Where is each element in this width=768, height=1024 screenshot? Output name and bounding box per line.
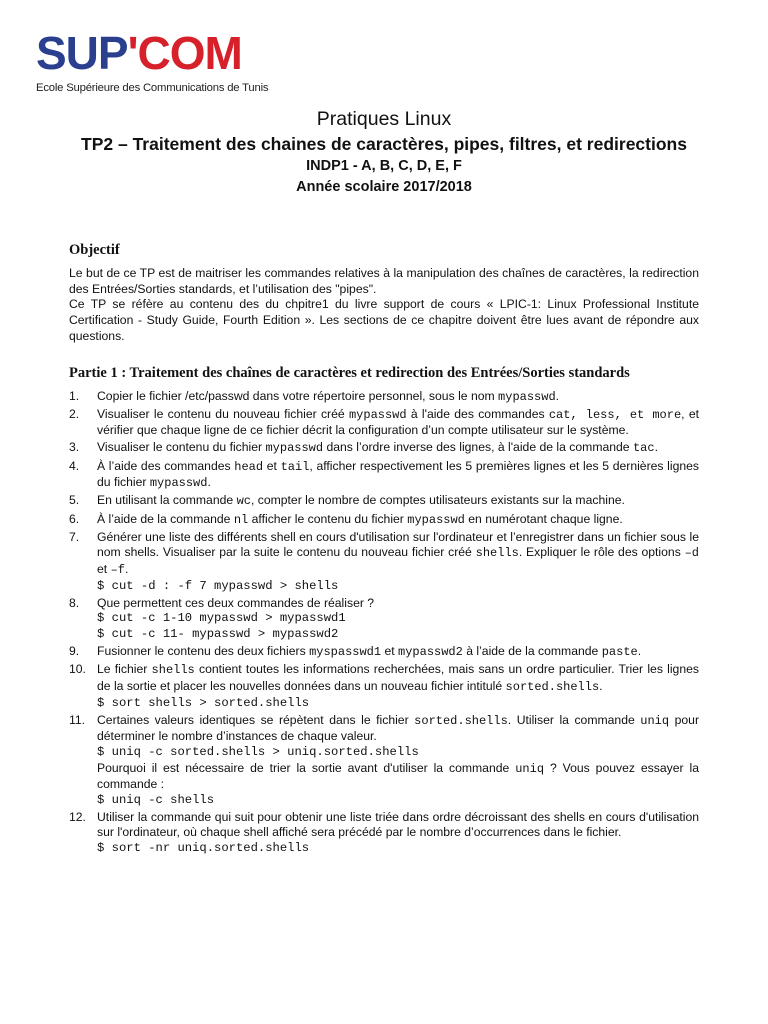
task-item-12: 12. Utiliser la commande qui suit pour obtenir une liste triée dans ordre décroissant des shells en cours d'utilisation sur l'ordinateur, où chaque shell affiché sera précédé par le nombre d’occurrences dans le fichier. $ sort -nr uniq.sorted.shells — [69, 809, 699, 856]
task-list — [69, 389, 699, 857]
document-subtitle: TP2 – Traitement des chaines de caractères, pipes, filtres, et redirections — [81, 134, 687, 154]
task-item-1: 1. Copier le fichier /etc/passwd dans votre répertoire personnel, sous le nom mypasswd. — [69, 388, 560, 404]
document-body — [69, 240, 699, 858]
task-item-11: 11. Certaines valeurs identiques se répètent dans le fichier sorted.shells. Utiliser la commande uniq pour déterminer le nombre d’instances de chaque valeur. $ uniq -c sorted.shells > uniq.sorted.shells Pourquoi il est nécessaire de trier la sortie avant d'utiliser la commande uniq ? Vous pouvez essayer la commande : $ uniq -c shells — [69, 712, 700, 807]
logo-com: COM — [137, 27, 242, 79]
task-item-4: 4. À l’aide des commandes head et tail, afficher respectivement les 5 premières lignes et les 5 dernières lignes du fichier mypasswd. — [69, 458, 700, 491]
objectif-paragraph-2: Ce TP se réfère au contenu des du chpitre1 du livre support de cours « LPIC-1: Linux Professional Institute Certification - Study Guide, Fourth Edition ». Les sections de ce chapitre doivent être lues avant de répondre aux questions. — [69, 297, 699, 343]
command-line: $ uniq -c sorted.shells > uniq.sorted.shells — [97, 744, 419, 759]
objectif-paragraph-1: Le but de ce TP est de maitriser les commandes relatives à la manipulation des chaînes de caractères, la redirection des Entrées/Sorties standards, et l’utilisation des "pipes". — [69, 266, 699, 296]
task-item-7: 7. Générer une liste des différents shell en cours d'utilisation sur l'ordinateur et l’enregistrer dans un fichier sous le nom shells. Visualiser par la suite le contenu du nouveau fichier créé shells. Expliquer le rôle des options –d et –f. $ cut -d : -f 7 mypasswd > shells — [69, 529, 699, 593]
school-logo — [36, 27, 286, 94]
command-line: $ sort -nr uniq.sorted.shells — [97, 841, 310, 856]
task-item-2: 2. Visualiser le contenu du nouveau fichier créé mypasswd à l'aide des commandes cat, less, et more, et vérifier que chaque ligne de ce fichier décrit la configuration d’un compte utilisateur sur le système. — [69, 406, 700, 438]
command-line: $ uniq -c shells — [97, 792, 215, 807]
command-line: $ cut -c 11- mypasswd > mypasswd2 — [97, 626, 339, 641]
document-title: Pratiques Linux — [316, 108, 452, 130]
document-header — [0, 106, 768, 198]
logo-subtitle: Ecole Supérieure des Communications de Tunis — [36, 82, 269, 94]
task-item-10: 10. Le fichier shells contient toutes les informations recherchées, mais sans un ordre particulier. Trier les lignes de la sortie et placer les nouvelles données dans un nouveau fichier intitulé sorted.shells. $ sort shells > sorted.shells — [69, 662, 699, 710]
logo-mark — [36, 27, 286, 79]
task-item-9: 9. Fusionner le contenu des deux fichiers myspasswd1 et mypasswd2 à l’aide de la commande paste. — [69, 644, 642, 660]
task-item-8: 8. Que permettent ces deux commandes de réaliser ? $ cut -c 1-10 mypasswd > mypasswd1 $ cut -c 11- mypasswd > mypasswd2 — [69, 596, 699, 643]
command-line: $ cut -d : -f 7 mypasswd > shells — [97, 578, 339, 593]
task-item-3: 3. Visualiser le contenu du fichier mypasswd dans l’ordre inverse des lignes, à l'aide de la commande tac. — [69, 440, 658, 456]
logo-apostrophe: ' — [127, 27, 138, 79]
objectif-heading: Objectif — [69, 242, 120, 258]
logo-sup: SUP — [36, 27, 128, 79]
command-line: $ cut -c 1-10 mypasswd > mypasswd1 — [97, 611, 346, 626]
task-item-5: 5. En utilisant la commande wc, compter le nombre de comptes utilisateurs existants sur la machine. — [69, 493, 625, 509]
school-year: Année scolaire 2017/2018 — [296, 179, 472, 195]
partie1-heading: Partie 1 : Traitement des chaînes de caractères et redirection des Entrées/Sorties standards — [69, 364, 630, 381]
class-list: INDP1 - A, B, C, D, E, F — [306, 158, 462, 174]
command-line: $ sort shells > sorted.shells — [97, 695, 310, 710]
task-item-6: 6. À l’aide de la commande nl afficher le contenu du fichier mypasswd en numérotant chaque ligne. — [69, 511, 623, 527]
